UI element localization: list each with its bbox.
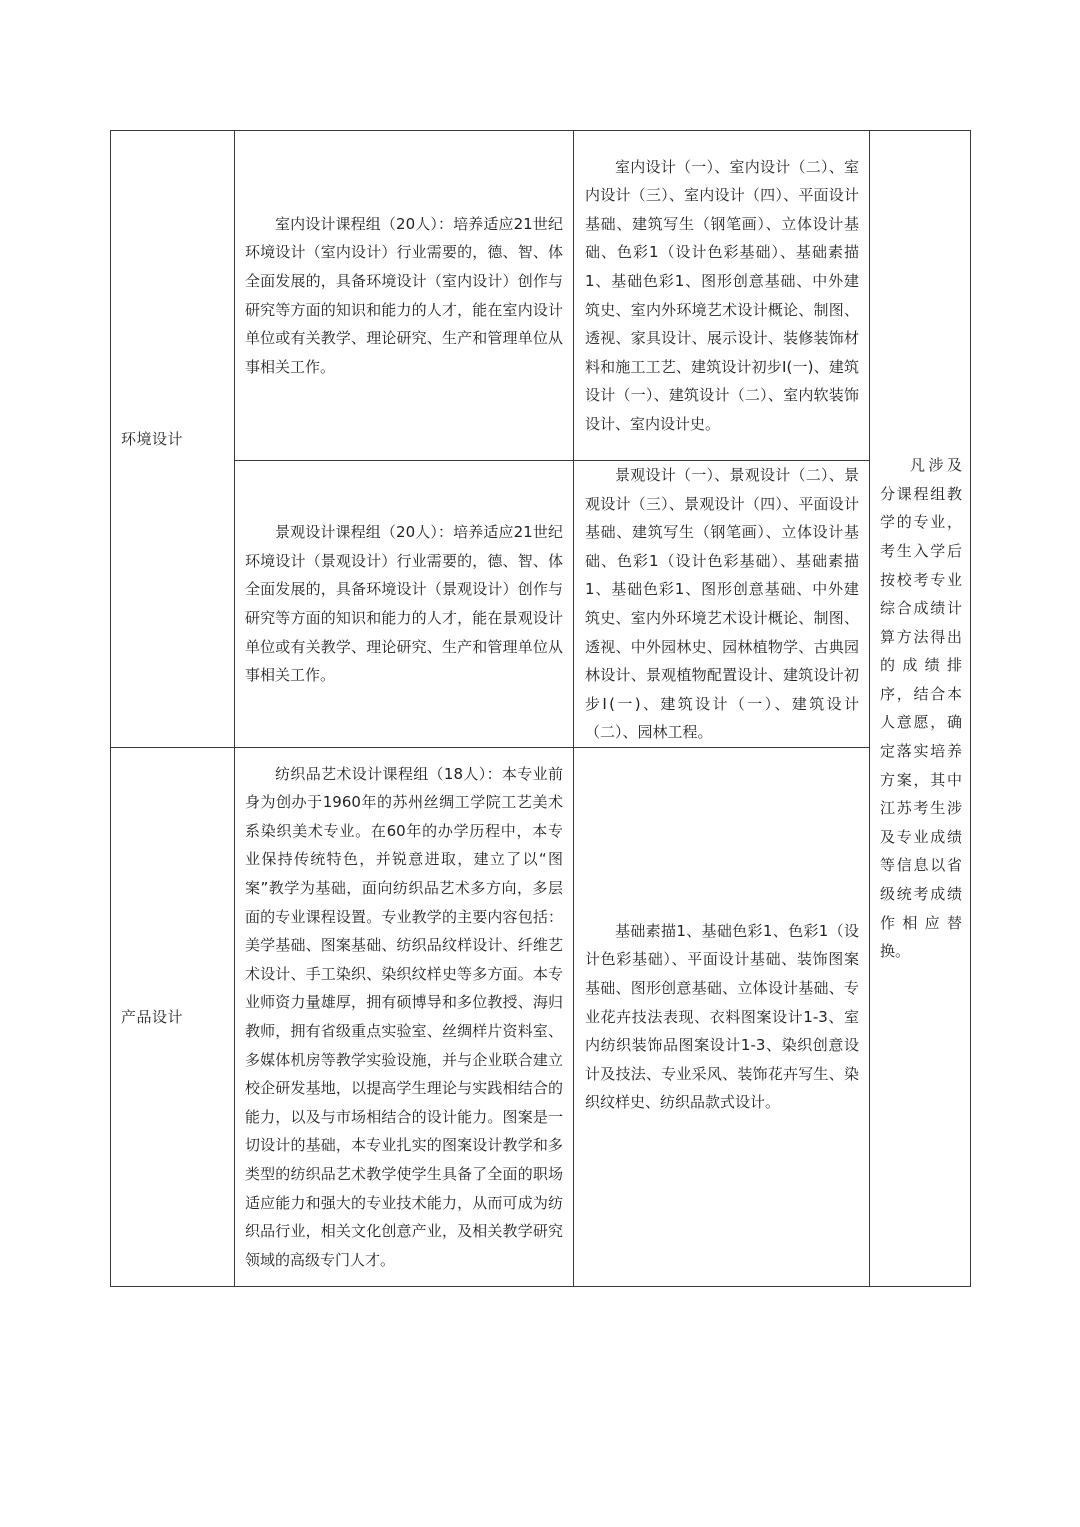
- table-row: [111, 131, 971, 461]
- admission-note: 凡涉及分课程组教学的专业，考生入学后按校考专业综合成绩计算方法得出的成绩排序，结合本人意愿，确定落实培养方案，其中江苏考生涉及专业成绩等信息以省级统考成绩作相应替换。: [880, 456, 962, 961]
- group-description-cell: [235, 131, 574, 461]
- table-row: [111, 461, 971, 748]
- course-list: 景观设计（一）、景观设计（二）、景观设计（三）、景观设计（四）、平面设计基础、建筑写生（钢笔画）、立体设计基础、色彩1（设计色彩基础）、基础素描1、基础色彩1、图形创意基础、中外建筑史、室内外环境艺术设计概论、制图、透视、中外园林史、园林植物学、古典园林设计、景观植物配置设计、建筑设计初步Ⅰ(一)、建筑设计（一）、建筑设计（二）、园林工程。: [585, 466, 859, 742]
- table-row: [111, 747, 971, 1286]
- group-description: 纺织品艺术设计课程组（18人）：本专业前身为创办于1960年的苏州丝绸工学院工艺美术系染织美术专业。在60年的办学历程中，本专业保持传统特色，并锐意进取，建立了以“图案”教学为基础，面向纺织品艺术多方向，多层面的专业课程设置。专业教学的主要内容包括：美学基础、图案基础、纺织品纹样设计、纤维艺术设计、手工染织、染织纹样史等多方面。本专业师资力量雄厚，拥有硕博导和多位教授、海归教师，拥有省级重点实验室、丝绸样片资料室、多媒体机房等教学实验设施，并与企业联合建立校企研发基地，以提高学生理论与实践相结合的能力，以及与市场相结合的设计能力。图案是一切设计的基础，本专业扎实的图案设计教学和多类型的纺织品艺术教学使学生具备了全面的职场适应能力和强大的专业技术能力，从而可成为纺织品行业，相关文化创意产业，及相关教学研究领域的高级专门人才。: [245, 764, 563, 1269]
- course-list-cell: [574, 131, 870, 461]
- major-cell: [111, 747, 235, 1286]
- course-list-cell: [574, 461, 870, 748]
- major-cell: [111, 131, 235, 748]
- group-description: 景观设计课程组（20人）：培养适应21世纪环境设计（景观设计）行业需要的，德、智、体全面发展的，具备环境设计（景观设计）创作与研究等方面的知识和能力的人才，能在景观设计单位或有关教学、理论研究、生产和管理单位从事相关工作。: [245, 523, 563, 685]
- major-name: 产品设计: [121, 1007, 184, 1026]
- course-list-cell: [574, 747, 870, 1286]
- note-cell: [870, 131, 971, 1287]
- course-list: 基础素描1、基础色彩1、色彩1（设计色彩基础）、平面设计基础、装饰图案基础、图形创意基础、立体设计基础、专业花卉技法表现、衣料图案设计1-3、室内纺织装饰品图案设计1-3、染织创意设计及技法、专业采风、装饰花卉写生、染织纹样史、纺织品款式设计。: [585, 921, 859, 1112]
- major-name: 环境设计: [121, 429, 184, 448]
- curriculum-table: [110, 130, 971, 1287]
- course-list: 室内设计（一）、室内设计（二）、室内设计（三）、室内设计（四）、平面设计基础、建筑写生（钢笔画）、立体设计基础、色彩1（设计色彩基础）、基础素描1、基础色彩1、图形创意基础、中外建筑史、室内外环境艺术设计概论、制图、透视、家具设计、展示设计、装修装饰材料和施工工艺、建筑设计初步Ⅰ(一)、建筑设计（一）、建筑设计（二）、室内软装饰设计、室内设计史。: [585, 157, 859, 433]
- group-description-cell: [235, 747, 574, 1286]
- group-description-cell: [235, 461, 574, 748]
- group-description: 室内设计课程组（20人）：培养适应21世纪环境设计（室内设计）行业需要的，德、智、体全面发展的，具备环境设计（室内设计）创作与研究等方面的知识和能力的人才，能在室内设计单位或有关教学、理论研究、生产和管理单位从事相关工作。: [245, 214, 563, 376]
